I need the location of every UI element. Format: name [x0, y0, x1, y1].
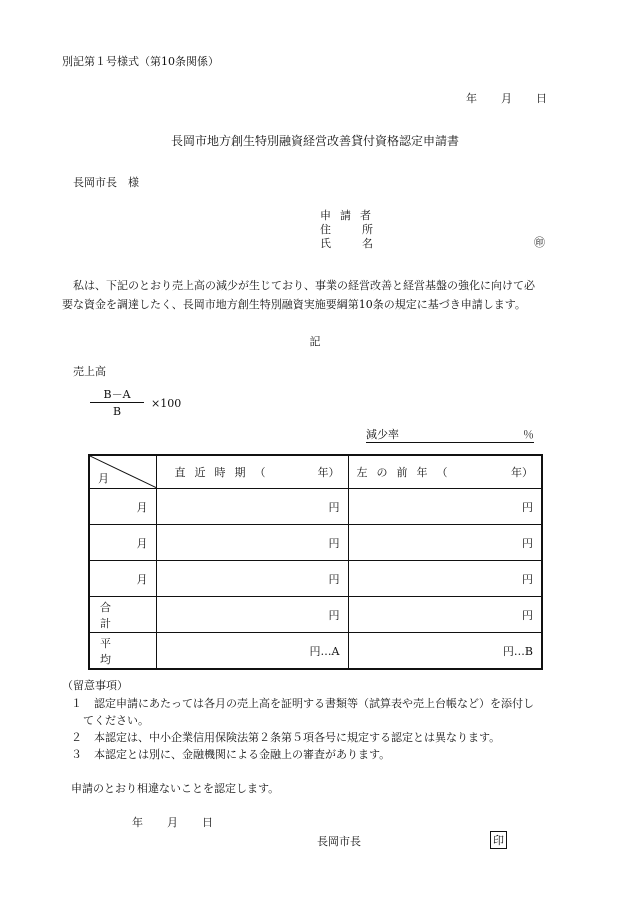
row-month-label: 月	[89, 489, 156, 525]
fraction-line	[90, 402, 144, 403]
official-seal-box: 印	[490, 831, 507, 849]
date-year: 年	[466, 92, 477, 105]
table-row	[89, 561, 542, 597]
certification-statement: 申請のとおり相違ないことを認定します。	[71, 782, 280, 795]
statement-line-1: 私は、下記のとおり売上高の減少が生じており、事業の経営改善と経営基盤の強化に向けて必	[73, 279, 535, 292]
corner-cell	[89, 455, 156, 489]
total-row	[89, 597, 542, 633]
recent-period-header	[156, 455, 348, 489]
decrease-rate-unit: ％	[523, 428, 534, 441]
certification-date: 年 月 日	[132, 816, 213, 829]
table-header-row	[89, 455, 542, 489]
date-day: 日	[536, 92, 547, 105]
average-label: 平均	[89, 633, 156, 670]
recent-total-cell: 円	[156, 597, 348, 633]
prev-total-cell: 円	[348, 597, 542, 633]
note-item: １ 認定申請にあたっては各月の売上高を証明する書類等（試算表や売上台帳など）を添付し	[71, 697, 534, 710]
recent-header-suffix: 年）	[317, 466, 340, 479]
recent-average-cell: 円…A	[156, 633, 348, 670]
applicant-label: 申請者	[320, 209, 380, 222]
prev-amount-cell: 円	[348, 525, 542, 561]
prev-amount-cell: 円	[348, 489, 542, 525]
note-item: ３ 本認定とは別に、金融機関による金融上の審査があります。	[71, 748, 391, 761]
notes-heading: （留意事項）	[62, 679, 128, 692]
note-item-continuation: てください。	[83, 714, 149, 727]
address-label: 住所	[320, 223, 404, 236]
mayor-title: 長岡市長	[317, 835, 361, 848]
name-label: 氏名	[320, 237, 404, 250]
formula-denominator: B	[112, 405, 122, 418]
recent-amount-cell: 円	[156, 561, 348, 597]
ki-heading: 記	[309, 335, 321, 348]
decrease-rate-label: 減少率	[366, 428, 399, 441]
formula-multiplier: ×100	[151, 397, 182, 410]
statement-line-2: 要な資金を調達したく、長岡市地方創生特別融資実施要綱第10条の規定に基づき申請します。	[62, 298, 526, 311]
prev-header-label: 左の前年（	[356, 466, 457, 479]
prev-header-suffix: 年）	[511, 466, 533, 479]
decrease-rate	[366, 426, 534, 443]
table-row	[89, 525, 542, 561]
form-reference: 別記第１号様式（第10条関係）	[62, 55, 219, 68]
note-item: ２ 本認定は、中小企業信用保険法第２条第５項各号に規定する認定とは異なります。	[71, 731, 501, 744]
recent-header-label: 直近時期（	[174, 466, 275, 479]
recent-amount-cell: 円	[156, 489, 348, 525]
row-month-label: 月	[89, 525, 156, 561]
applicant-seal-mark: ㊞	[534, 236, 545, 249]
document-title: 長岡市地方創生特別融資経営改善貸付資格認定申請書	[170, 134, 459, 148]
previous-year-header	[348, 455, 542, 489]
recent-amount-cell: 円	[156, 525, 348, 561]
table-row	[89, 489, 542, 525]
submission-date	[466, 90, 547, 106]
date-month: 月	[501, 92, 512, 105]
row-month-label: 月	[89, 561, 156, 597]
total-label: 合計	[89, 597, 156, 633]
sales-table	[88, 454, 543, 670]
sales-heading: 売上高	[73, 365, 106, 378]
average-row	[89, 633, 542, 670]
prev-average-cell: 円…B	[348, 633, 542, 670]
corner-month-label: 月	[98, 472, 109, 485]
addressee: 長岡市長 様	[73, 176, 139, 189]
prev-amount-cell: 円	[348, 561, 542, 597]
formula-numerator: B－A	[103, 388, 131, 401]
